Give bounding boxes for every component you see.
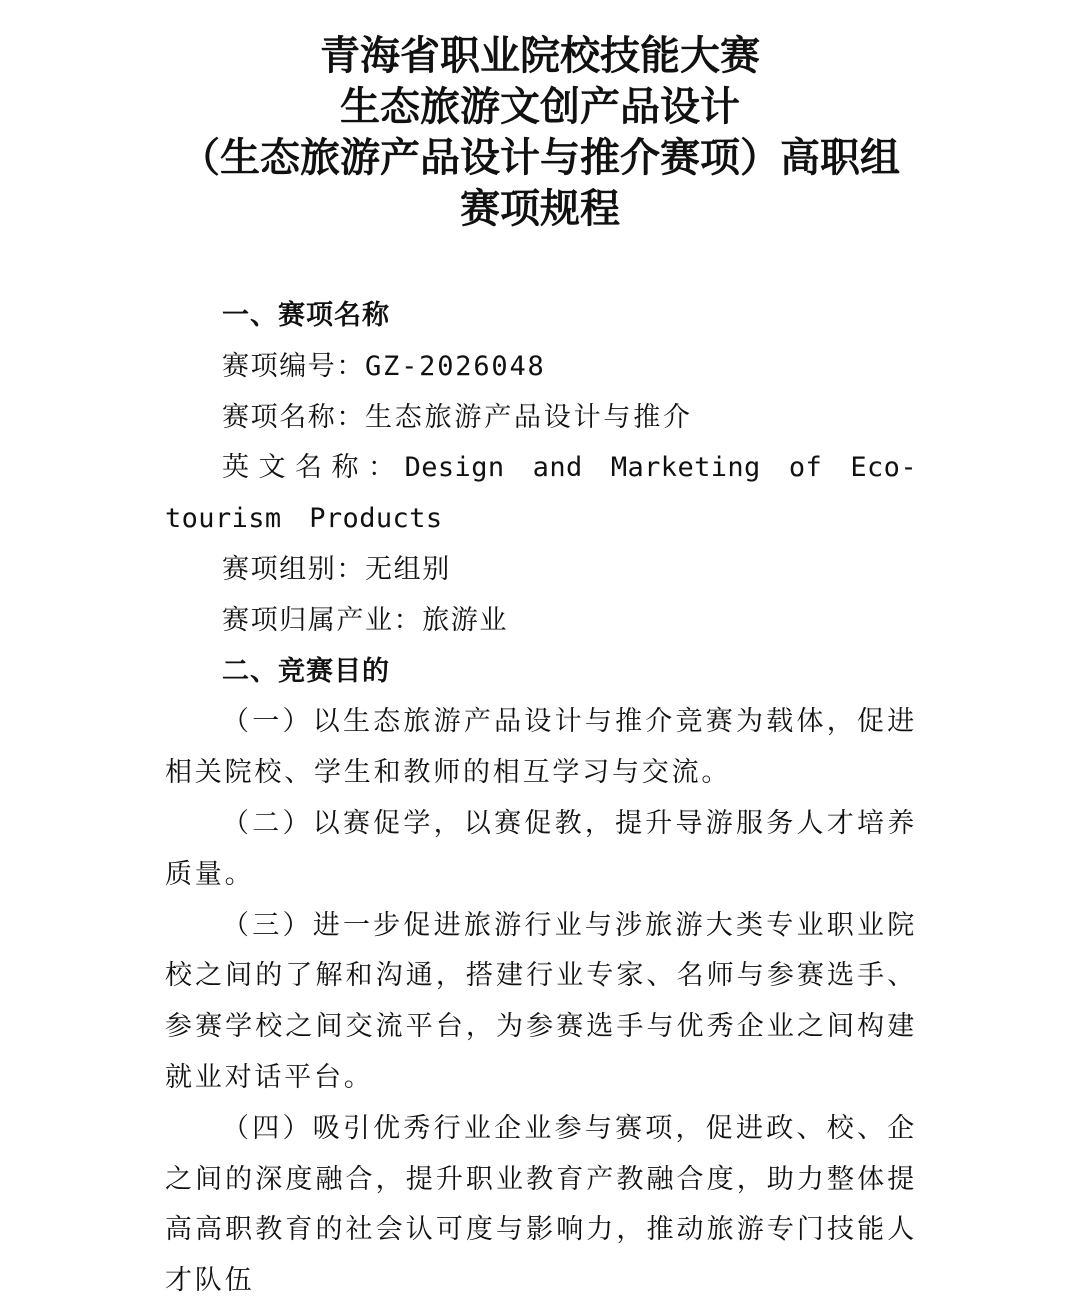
event-industry-value: 旅游业	[422, 604, 509, 636]
event-group-value: 无组别	[365, 553, 451, 585]
section-heading-purpose: 二、竞赛目的	[222, 655, 390, 687]
purpose-item-4: （四）吸引优秀行业企业参与赛项，促进政、校、企之间的深度融合，提升职业教育产教融合度，助力整体提高高职教育的社会认可度与影响力，推动旅游专门技能人才队伍	[165, 1112, 917, 1297]
title-line-1: 青海省职业院校技能大赛	[320, 32, 760, 79]
event-name-label: 赛项名称：	[222, 401, 365, 433]
purpose-item-1: （一）以生态旅游产品设计与推介竞赛为载体，促进相关院校、学生和教师的相互学习与交流。	[165, 706, 917, 789]
title-line-3: （生态旅游产品设计与推介赛项）高职组	[180, 134, 900, 181]
event-code-label: 赛项编号：	[222, 350, 365, 382]
title-line-2: 生态旅游文创产品设计	[340, 83, 740, 130]
english-name-label: 英文名称：	[222, 452, 405, 484]
event-industry-label: 赛项归属产业：	[222, 604, 423, 636]
document-title	[0, 30, 1080, 234]
purpose-item-2: （二）以赛促学，以赛促教，提升导游服务人才培养质量。	[165, 807, 917, 890]
document-body	[165, 291, 917, 1307]
title-line-4: 赛项规程	[460, 185, 620, 232]
event-code-line	[165, 342, 917, 393]
section-heading-event-name: 一、赛项名称	[222, 300, 390, 331]
event-name-value: 生态旅游产品设计与推介	[365, 401, 693, 433]
english-name-line	[165, 443, 917, 545]
english-name-value: Design and Marketing of Eco-tourism Products	[165, 452, 917, 535]
event-name-line	[165, 393, 917, 444]
event-group-line	[165, 545, 917, 596]
event-code-value: GZ-2026048	[365, 350, 546, 382]
purpose-item-3: （三）进一步促进旅游行业与涉旅游大类专业职业院校之间的了解和沟通，搭建行业专家、名师与参赛选手、参赛学校之间交流平台，为参赛选手与优秀企业之间构建就业对话平台。	[165, 909, 917, 1093]
event-industry-line	[165, 596, 917, 647]
event-group-label: 赛项组别：	[222, 553, 365, 585]
